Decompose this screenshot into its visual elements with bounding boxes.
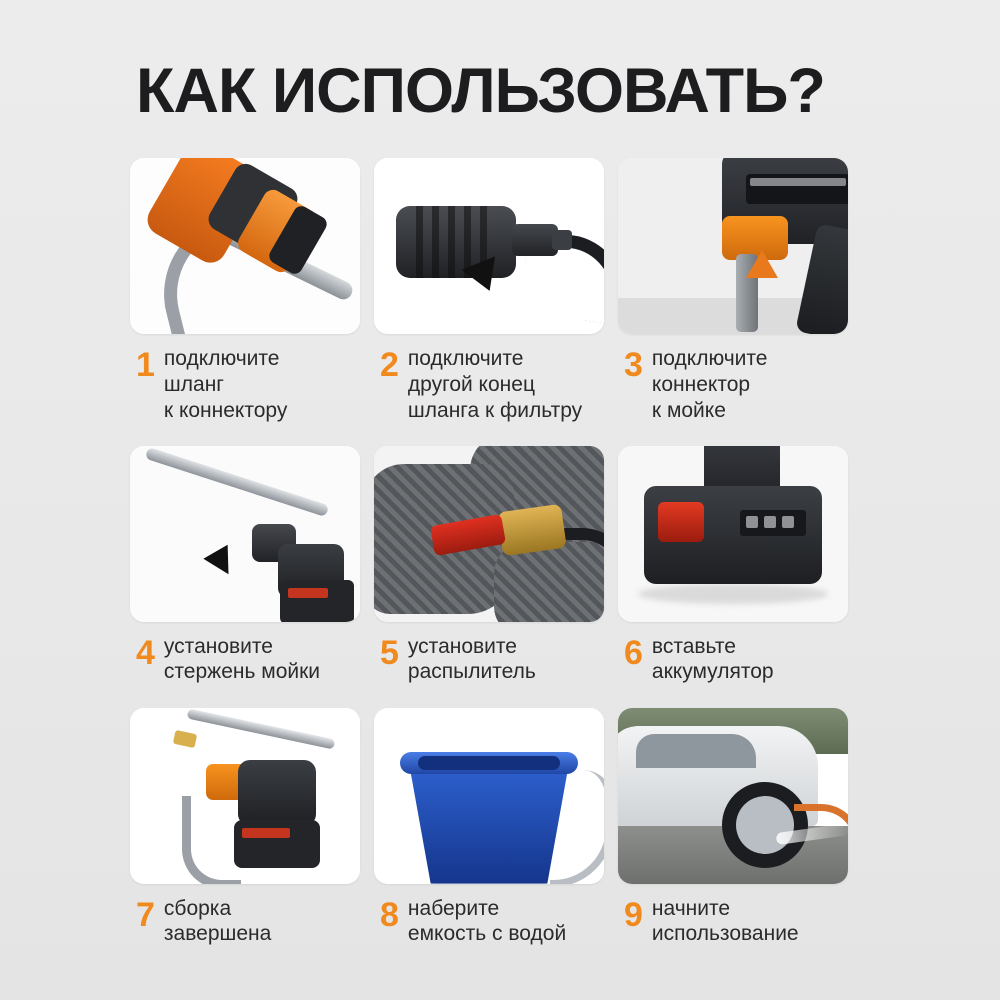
step-text-6: вставьте аккумулятор — [651, 634, 774, 684]
step-number-4: 4 — [136, 633, 155, 672]
page-title: КАК ИСПОЛЬЗОВАТЬ? — [136, 56, 825, 126]
arrow-icon — [746, 250, 778, 278]
step-image-3 — [618, 158, 848, 334]
step-caption-4 — [130, 622, 360, 708]
step-card-8 — [374, 708, 604, 970]
step-image-5 — [374, 446, 604, 622]
step-text-5: установите распылитель — [407, 634, 536, 684]
step-caption-2 — [374, 334, 604, 445]
step-text-9: начните использование — [651, 896, 799, 946]
step-card-6 — [618, 446, 848, 708]
step-card-5 — [374, 446, 604, 708]
step-text-2: подключите другой конец шланга к фильтру — [407, 347, 583, 422]
step-caption-5 — [374, 622, 604, 708]
step-card-1 — [130, 158, 360, 445]
step-image-9 — [618, 708, 848, 884]
step-number-2: 2 — [380, 346, 399, 385]
step-image-4 — [130, 446, 360, 622]
step-text-8: наберите емкость с водой — [407, 896, 567, 946]
step-card-7 — [130, 708, 360, 970]
step-image-8 — [374, 708, 604, 884]
step-image-2 — [374, 158, 604, 334]
step-card-2 — [374, 158, 604, 445]
step-caption-8 — [374, 884, 604, 970]
step-number-8: 8 — [380, 895, 399, 934]
step-text-7: сборка завершена — [163, 896, 272, 946]
step-number-5: 5 — [380, 633, 399, 672]
step-number-3: 3 — [624, 346, 643, 385]
step-number-6: 6 — [624, 633, 643, 672]
step-card-4 — [130, 446, 360, 708]
step-text-3: подключите коннектор к мойке — [651, 347, 768, 422]
step-card-9 — [618, 708, 848, 970]
step-text-4: установите стержень мойки — [163, 634, 321, 684]
step-card-3 — [618, 158, 848, 445]
step-image-6 — [618, 446, 848, 622]
step-number-7: 7 — [136, 895, 155, 934]
step-image-7 — [130, 708, 360, 884]
step-text-1: подключите шланг к коннектору — [163, 347, 288, 422]
step-image-1 — [130, 158, 360, 334]
step-caption-1 — [130, 334, 360, 445]
steps-grid — [130, 158, 880, 969]
step-caption-9 — [618, 884, 848, 970]
step-number-1: 1 — [136, 346, 155, 385]
step-caption-3 — [618, 334, 848, 445]
step-number-9: 9 — [624, 895, 643, 934]
step-caption-6 — [618, 622, 848, 708]
step-caption-7 — [130, 884, 360, 970]
